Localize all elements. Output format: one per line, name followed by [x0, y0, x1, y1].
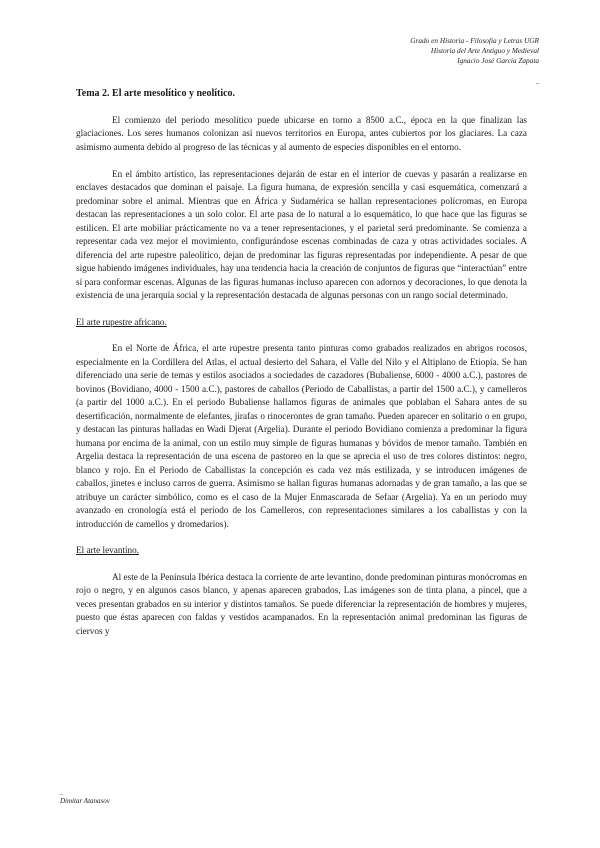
header-dash: _ — [536, 79, 539, 85]
paragraph-artistic: En el ámbito artístico, las representaciones dejarán de estar en el interior de cuevas y pasarán a realizarse en enclaves destacados que dominan el paisaje. La figura humana, de expresión sencilla y casi esquemática, comenzará a predominar sobre el animal. Mientras que en África y Sudamérica se hallan representaciones polícromas, en Europa destacan las representaciones a un solo color. El arte pasa de lo natural a lo esquemático, lo que hace que las figuras se estilicen. El arte mobiliar prácticamente no va a tener representaciones, y el parietal será predominante. Se comienza a representar cada vez mejor el movimiento, configurándose escenas combinadas de caza y otras actividades sociales. A diferencia del arte rupestre paleolítico, dejan de predominar las figuras representadas por independiente. A pesar de que sigue habiendo imágenes individuales, hay una tendencia hacia la creación de conjuntos de figuras que “interactúan” entre sí para conformar escenas. Algunas de las figuras humanas incluso aparecen con adornos y decoraciones, lo que denota la existencia de una jerarquía social y la representación destacada de algunas personas con un rango social determinado. — [76, 168, 527, 300]
page-header — [239, 36, 539, 85]
section-heading-africa: El arte rupestre africano. — [76, 316, 167, 327]
header-degree: Grado en Historia - Filosofía y Letras UGR — [410, 36, 539, 45]
document-title: Tema 2. El arte mesolítico y neolítico. — [76, 88, 236, 99]
section-heading-levante: El arte levantino. — [76, 545, 140, 555]
page-footer — [60, 790, 110, 806]
paragraph-africa: En el Norte de África, el arte rupestre presenta tanto pinturas como grabados realizados en abrigos rocosos, especialmente en la Cordillera del Atlas, el actual desierto del Sahara, el Valle del Nilo y el Altiplano de Etiopía. Se han diferenciado una serie de temas y estilos asociados a sociedades de cazadores (Bubaliense, 6000 - 4000 a.C.), pastores de bovinos (Bovidiano, 4000 - 1500 a.C.), pastores de caballos (Periodo de Caballistas, a partir del 1500 a.C.), y camelleros (a partir del 1000 a.C.). En el periodo Bubaliense hallamos figuras de animales que poblaban el Sahara antes de su desertificación, normalmente de elefantes, jirafas o rinocerontes de gran tamaño. Pueden aparecer en solitario o en grupo, y destacan las pinturas halladas en Wadi Djerat (Argelia). Durante el periodo Bovidiano comienza a predominar la figura humana por encima de la animal, con un estilo muy simple de figuras humanas y bóvidos de menor tamaño. También en Argelia destaca la representación de una escena de pastoreo en la que se aprecia el uso de tres colores distintos: negro, blanco y rojo. En el Periodo de Caballistas la concepción es cada vez más estilizada, y se introducen imágenes de caballos, jinetes e incluso carros de guerra. Asimismo se hallan figuras humanas adornadas y de gran tamaño, a las que se atribuye un carácter simbólico, como es el caso de la Mujer Enmascarada de Sefaar (Argelia). Ya en un periodo muy avanzado en cronología está el periodo de los Camelleros, con representaciones similares a los caballistas y con la introducción de camellos y dromedarios). — [76, 343, 527, 529]
document-body — [76, 88, 527, 638]
header-author: Ignacio José García Zapata — [457, 56, 539, 65]
paragraph-levante: Al este de la Península Ibérica destaca la corriente de arte levantino, donde predominan pinturas monócromas en rojo o negro, y en algunos casos blanco, y apenas aparecen grabados, Las imágenes son de tinta plana, a pincel, que a veces presentan grabados en su interior y distintos tamaños. Se puede diferenciar la representación de hombres y mujeres, puesto que éstas aparecen con faldas y vestidos acampanados. En la representación animal predominan las figuras de ciervos y — [76, 571, 527, 636]
paragraph-intro: El comienzo del periodo mesolítico puede ubicarse en torno a 8500 a.C., época en la que finalizan las glaciaciones. Los seres humanos colonizan así nuevos territorios en Europa, antes cubiertos por los glaciares. La caza asimismo aumenta debido al progreso de las técnicas y al aumento de especies disponibles en el entorno. — [76, 114, 527, 152]
footer-rule: _ — [60, 790, 63, 796]
footer-author: Dimitar Atanasov — [60, 797, 110, 805]
header-course: Historia del Arte Antiguo y Medieval — [430, 46, 539, 55]
